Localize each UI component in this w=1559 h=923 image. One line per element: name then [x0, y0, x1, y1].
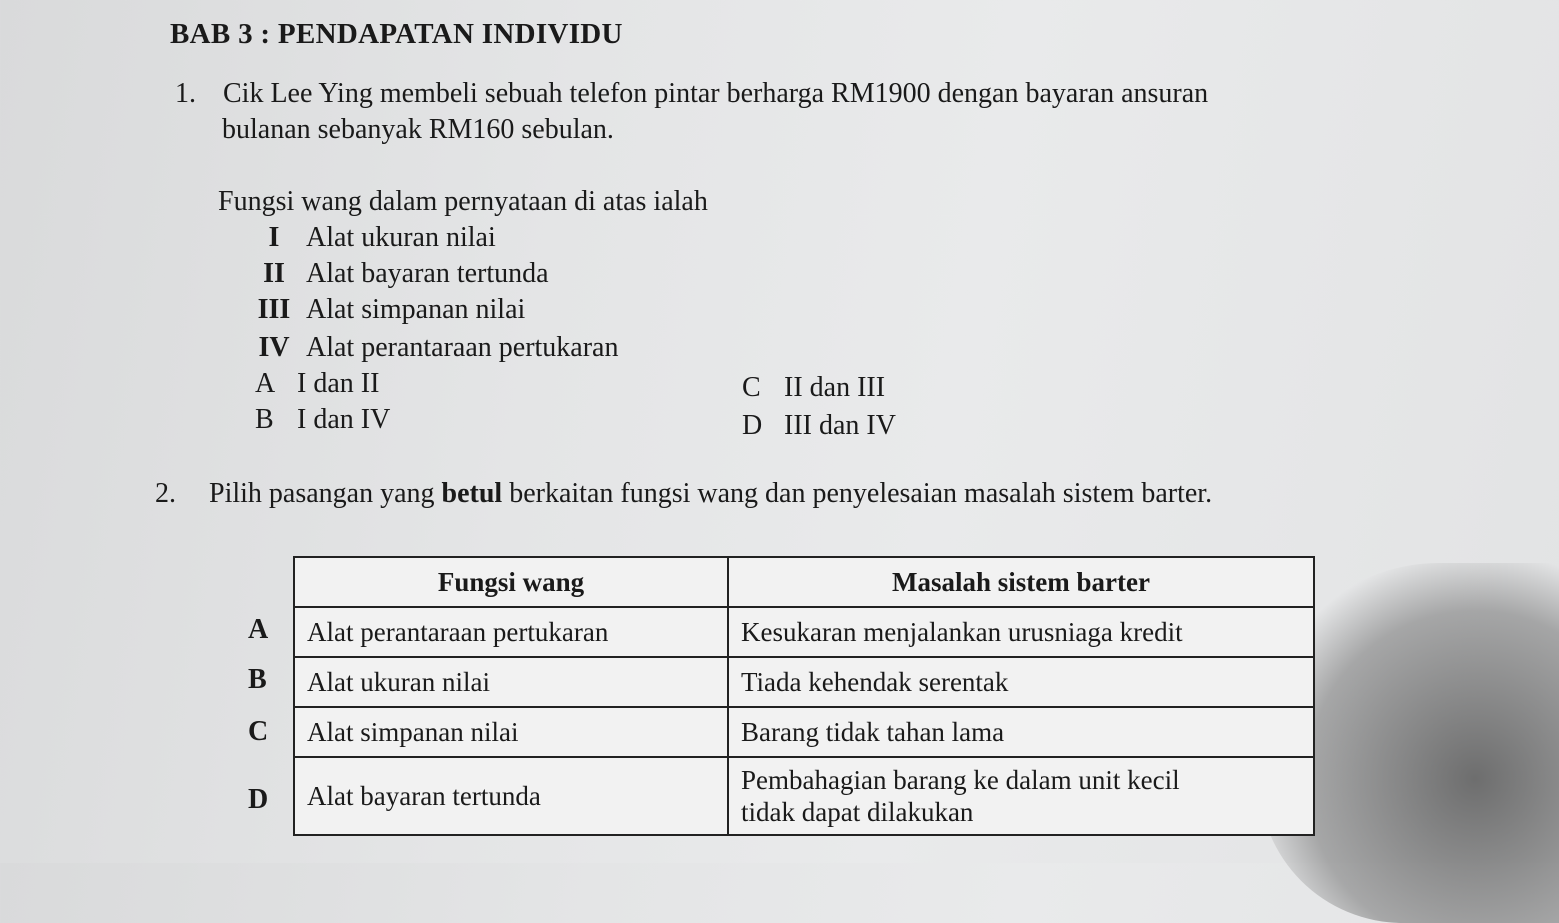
- answer-table: [293, 556, 1315, 836]
- statement-numeral: I: [268, 222, 280, 253]
- statement-numeral: III: [257, 294, 291, 325]
- statement-text: Alat simpanan nilai: [306, 294, 526, 325]
- cell-fungsi: Alat simpanan nilai: [294, 707, 728, 757]
- cell-masalah-line-1: Pembahagian barang ke dalam unit kecil: [741, 765, 1180, 795]
- statement-text: Alat bayaran tertunda: [306, 258, 549, 289]
- question-2-number: 2.: [155, 478, 176, 509]
- row-letter-c[interactable]: C: [248, 716, 269, 747]
- header-fungsi-wang: Fungsi wang: [294, 557, 728, 607]
- row-letter-d[interactable]: D: [248, 784, 269, 815]
- option-c[interactable]: [742, 372, 885, 404]
- chapter-title: BAB 3 : PENDAPATAN INDIVIDU: [170, 18, 623, 50]
- option-letter: A: [255, 368, 276, 399]
- option-text: I dan IV: [297, 404, 391, 435]
- cell-fungsi: Alat bayaran tertunda: [294, 757, 728, 835]
- option-letter: D: [742, 410, 763, 441]
- question-1-line-2: bulanan sebanyak RM160 sebulan.: [222, 114, 614, 145]
- cell-masalah: Barang tidak tahan lama: [728, 707, 1314, 757]
- option-b[interactable]: [255, 404, 390, 436]
- table-row[interactable]: [294, 607, 1314, 657]
- statement-i: [242, 222, 496, 254]
- option-text: III dan IV: [784, 410, 896, 441]
- row-letter-a[interactable]: A: [248, 614, 269, 645]
- question-2-text-after: berkaitan fungsi wang dan penyelesaian masalah sistem barter.: [502, 478, 1213, 509]
- statement-numeral: II: [263, 258, 285, 289]
- question-1-line-1: [175, 78, 1208, 110]
- row-letter-b[interactable]: B: [248, 664, 267, 695]
- statement-text: Alat perantaraan pertukaran: [306, 332, 619, 363]
- cell-masalah: Tiada kehendak serentak: [728, 657, 1314, 707]
- statement-ii: [242, 258, 549, 290]
- table-row[interactable]: [294, 707, 1314, 757]
- option-text: I dan II: [297, 368, 380, 399]
- question-1-number: 1.: [175, 78, 196, 109]
- option-text: II dan III: [784, 372, 886, 403]
- question-2-text-before: Pilih pasangan yang: [209, 478, 442, 509]
- table-row[interactable]: [294, 757, 1314, 835]
- option-d[interactable]: [742, 410, 896, 442]
- header-masalah-barter: Masalah sistem barter: [728, 557, 1314, 607]
- question-2-emphasis: betul: [441, 478, 503, 509]
- option-letter: B: [255, 404, 274, 435]
- cell-fungsi: Alat perantaraan pertukaran: [294, 607, 728, 657]
- option-letter: C: [742, 372, 761, 403]
- statement-text: Alat ukuran nilai: [306, 222, 496, 253]
- cell-fungsi: Alat ukuran nilai: [294, 657, 728, 707]
- table-row[interactable]: [294, 657, 1314, 707]
- cell-masalah: [728, 757, 1314, 835]
- statement-iii: [242, 294, 525, 326]
- cell-masalah-line-2: tidak dapat dilakukan: [741, 797, 974, 827]
- statement-numeral: IV: [258, 332, 290, 363]
- question-2: [155, 478, 1212, 510]
- cell-masalah: Kesukaran menjalankan urusniaga kredit: [728, 607, 1314, 657]
- option-a[interactable]: [255, 368, 379, 400]
- question-1-text: Cik Lee Ying membeli sebuah telefon pintar berharga RM1900 dengan bayaran ansuran: [223, 78, 1209, 109]
- question-1-stem: Fungsi wang dalam pernyataan di atas ialah: [218, 186, 708, 217]
- statement-iv: [242, 332, 618, 364]
- table-header-row: [294, 557, 1314, 607]
